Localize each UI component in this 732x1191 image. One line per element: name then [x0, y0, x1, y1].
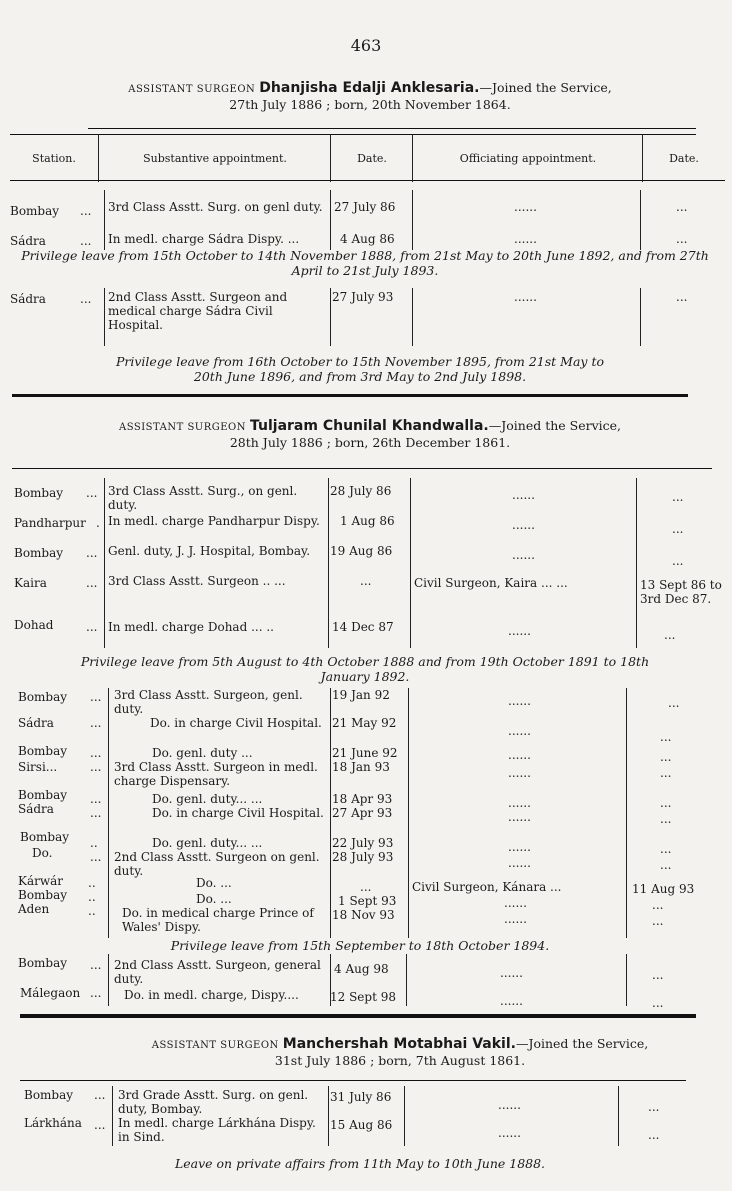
station-cell: Kárwár: [18, 874, 64, 888]
station-cell: Málegaon: [20, 986, 81, 1000]
appointment-cell: 3rd Class Asstt. Surgeon .. ...: [108, 574, 286, 588]
station-cell: Sádra: [10, 234, 46, 248]
column-rule: [330, 688, 331, 938]
column-rule: [406, 954, 407, 1006]
date2-cell: 11 Aug 93: [632, 882, 695, 896]
leave-note: Privilege leave from 16th October to 15th November 1895, from 21st May to 20th June 1896, and from 3rd May to 2nd July 1898.: [115, 354, 604, 384]
officiating-cell: ......: [504, 896, 527, 910]
date-cell: 15 Aug 86: [330, 1118, 393, 1132]
date2-cell: ...: [660, 750, 672, 764]
appointment-cell: 2nd Class Asstt. Surgeon on genl. duty.: [114, 850, 320, 878]
date-cell: 28 July 86: [330, 484, 392, 498]
date2-cell: ...: [676, 290, 688, 304]
date-cell: 1 Aug 86: [340, 514, 395, 528]
service-dates: 31st July 1886 ; born, 7th August 1861.: [274, 1053, 526, 1068]
service-dates: 27th July 1886 ; born, 20th November 1864.: [229, 97, 511, 112]
separator-dots: ...: [90, 792, 102, 806]
officiating-cell: Civil Surgeon, Kánara ...: [412, 880, 562, 894]
officiating-cell: ......: [508, 748, 531, 762]
column-rule: [112, 1086, 113, 1146]
date-cell: 19 Jan 92: [332, 688, 390, 702]
separator-dots: ...: [86, 486, 98, 500]
officiating-cell: ......: [512, 488, 535, 502]
date2-cell: ...: [652, 968, 664, 982]
date2-cell: ...: [660, 842, 672, 856]
officiating-cell: ......: [500, 966, 523, 980]
officiating-cell: ......: [508, 694, 531, 708]
separator-dots: ...: [80, 204, 92, 218]
separator-dots: ...: [80, 234, 92, 248]
column-rule: [108, 954, 109, 1006]
column-rule: [330, 190, 331, 250]
date-cell: 22 July 93: [332, 836, 394, 850]
date-cell: 28 July 93: [332, 850, 394, 864]
column-rule: [626, 954, 627, 1006]
date2-cell: ...: [676, 200, 688, 214]
date2-cell: ...: [668, 696, 680, 710]
date-cell: 18 Apr 93: [332, 792, 393, 806]
column-rule: [408, 688, 409, 938]
officiating-cell: ......: [512, 548, 535, 562]
column-rule: [642, 134, 643, 182]
column-rule: [108, 688, 109, 938]
date-cell: 27 Apr 93: [332, 806, 393, 820]
date2-cell: ...: [676, 232, 688, 246]
date2-cell: ...: [660, 858, 672, 872]
column-header-substantive: Substantive appointment.: [143, 152, 287, 165]
separator-dots: ...: [80, 292, 92, 306]
column-rule: [330, 288, 331, 346]
officiating-cell: ......: [508, 766, 531, 780]
officer-heading: [60, 80, 680, 112]
date2-cell: ...: [652, 898, 664, 912]
officiating-cell: ......: [498, 1098, 521, 1112]
date2-cell: ...: [648, 1100, 660, 1114]
date-cell: 14 Dec 87: [332, 620, 394, 634]
table-rule: [10, 134, 696, 135]
appointment-cell: 2nd Class Asstt. Surgeon, general duty.: [114, 958, 321, 986]
station-cell: Bombay: [10, 204, 60, 218]
officiating-cell: ......: [498, 1126, 521, 1140]
appointment-cell: Do. genl. duty... ...: [152, 836, 263, 850]
station-cell: Bombay: [18, 788, 68, 802]
column-rule: [640, 288, 641, 346]
date-cell: 18 Nov 93: [332, 908, 395, 922]
column-header-date2: Date.: [669, 152, 699, 165]
column-rule: [104, 288, 105, 346]
section-divider: [20, 1014, 696, 1018]
date2-cell: ...: [672, 554, 684, 568]
column-rule: [412, 190, 413, 250]
appointment-cell: 3rd Class Asstt. Surg., on genl. duty.: [108, 484, 298, 512]
station-cell: Sirsi...: [18, 760, 58, 774]
separator-dots: ...: [90, 716, 102, 730]
leave-note: Leave on private affairs from 11th May to 10th June 1888.: [174, 1156, 546, 1171]
separator-dots: ...: [90, 850, 102, 864]
column-rule: [98, 134, 99, 182]
station-cell: Dohad: [14, 618, 54, 632]
appointment-cell: Do. in charge Civil Hospital.: [152, 806, 324, 820]
page-number: 463: [350, 36, 382, 55]
appointment-cell: In medl. charge Sádra Dispy. ...: [108, 232, 300, 246]
station-cell: Sádra: [18, 716, 54, 730]
officiating-cell: ......: [514, 200, 537, 214]
officiating-cell: ......: [512, 518, 535, 532]
station-cell: Bombay: [24, 1088, 74, 1102]
officiating-cell: ......: [514, 232, 537, 246]
date2-cell: ...: [660, 812, 672, 826]
column-rule: [328, 478, 329, 648]
appointment-cell: 3rd Class Asstt. Surgeon, genl. duty.: [114, 688, 303, 716]
joined-text: —Joined the Service,: [488, 418, 622, 433]
date-cell: ...: [360, 880, 372, 894]
station-cell: Pandharpur: [14, 516, 86, 530]
officiating-cell: ......: [508, 856, 531, 870]
separator-dots: ..: [88, 876, 96, 890]
date-cell: 4 Aug 86: [340, 232, 395, 246]
separator-dots: ...: [94, 1118, 106, 1132]
column-rule: [412, 288, 413, 346]
appointment-cell: In medl. charge Pandharpur Dispy.: [108, 514, 320, 528]
separator-dots: ..: [90, 836, 98, 850]
date2-cell: 13 Sept 86 to 3rd Dec 87.: [640, 578, 722, 606]
appointment-cell: Do. ...: [196, 876, 232, 890]
column-rule: [410, 478, 411, 648]
service-dates: 28th July 1886 ; born, 26th December 1861.: [229, 435, 511, 450]
column-rule: [404, 1086, 405, 1146]
separator-dots: ...: [86, 620, 98, 634]
officer-name: Manchershah Motabhai Vakil.: [282, 1036, 516, 1052]
officer-name: Dhanjisha Edalji Anklesaria.: [259, 80, 480, 96]
station-cell: Sádra: [18, 802, 54, 816]
separator-dots: ...: [90, 760, 102, 774]
station-cell: Bombay: [18, 690, 68, 704]
officer-rank: ASSISTANT SURGEON: [151, 1040, 279, 1051]
appointment-cell: Do. in charge Civil Hospital.: [150, 716, 322, 730]
column-rule: [104, 478, 105, 648]
date-cell: ...: [360, 574, 372, 588]
date-cell: 31 July 86: [330, 1090, 392, 1104]
separator-dots: ...: [86, 576, 98, 590]
station-cell: Do.: [32, 846, 53, 860]
appointment-cell: 3rd Class Asstt. Surg. on genl duty.: [108, 200, 323, 214]
leave-note: Privilege leave from 15th September to 18th October 1894.: [170, 938, 550, 953]
table-rule: [20, 1080, 686, 1081]
date2-cell: ...: [660, 730, 672, 744]
officiating-cell: ......: [508, 624, 531, 638]
officiating-cell: ......: [508, 796, 531, 810]
date-cell: 27 July 86: [334, 200, 396, 214]
separator-dots: ...: [94, 1088, 106, 1102]
officer-name: Tuljaram Chunilal Khandwalla.: [250, 418, 489, 434]
appointment-cell: Do. genl. duty ...: [152, 746, 253, 760]
separator-dots: ...: [90, 690, 102, 704]
table-rule: [12, 468, 712, 469]
appointment-cell: Do. genl. duty... ...: [152, 792, 263, 806]
appointment-cell: 3rd Class Asstt. Surgeon in medl. charge Dispensary.: [114, 760, 318, 788]
date-cell: 19 Aug 86: [330, 544, 393, 558]
officiating-cell: ......: [508, 810, 531, 824]
date-cell: 12 Sept 98: [330, 990, 396, 1004]
leave-note: Privilege leave from 5th August to 4th October 1888 and from 19th October 1891 to 18th January 1892.: [80, 654, 650, 684]
officiating-cell: Civil Surgeon, Kaira ... ...: [414, 576, 568, 590]
date-cell: 4 Aug 98: [334, 962, 389, 976]
date-cell: 21 May 92: [332, 716, 397, 730]
date2-cell: ...: [652, 996, 664, 1010]
station-cell: Aden: [18, 902, 50, 916]
column-rule: [640, 190, 641, 250]
date-cell: 27 July 93: [332, 290, 394, 304]
column-rule: [104, 190, 105, 250]
separator-dots: ..: [88, 904, 96, 918]
officer-heading: [60, 418, 680, 450]
officiating-cell: ......: [514, 290, 537, 304]
appointment-cell: In medl. charge Dohad ... ..: [108, 620, 274, 634]
date2-cell: ...: [660, 766, 672, 780]
station-cell: Bombay: [18, 744, 68, 758]
officiating-cell: ......: [508, 724, 531, 738]
date2-cell: ...: [672, 490, 684, 504]
officer-rank: ASSISTANT SURGEON: [118, 422, 247, 433]
station-cell: Bombay: [14, 486, 64, 500]
officiating-cell: ......: [500, 994, 523, 1008]
separator-dots: ...: [90, 986, 102, 1000]
date2-cell: ...: [652, 914, 664, 928]
officer-heading: [90, 1036, 710, 1068]
date2-cell: ...: [672, 522, 684, 536]
date-cell: 21 June 92: [332, 746, 398, 760]
separator-dots: ...: [86, 546, 98, 560]
column-rule: [328, 1086, 329, 1146]
column-rule: [412, 134, 413, 182]
separator-dots: ...: [90, 806, 102, 820]
station-cell: Bombay: [20, 830, 70, 844]
column-rule: [626, 688, 627, 938]
officiating-cell: ......: [508, 840, 531, 854]
table-rule: [88, 128, 696, 129]
leave-note: Privilege leave from 15th October to 14th November 1888, from 21st May to 20th June 1892, and from 27th April to 21st July 1893.: [21, 248, 709, 278]
separator-dots: ...: [90, 958, 102, 972]
column-rule: [618, 1086, 619, 1146]
appointment-cell: 2nd Class Asstt. Surgeon and medical charge Sádra Civil Hospital.: [108, 290, 288, 332]
joined-text: —Joined the Service,: [479, 80, 612, 95]
date-cell: 1 Sept 93: [338, 894, 397, 908]
appointment-cell: 3rd Grade Asstt. Surg. on genl. duty, Bombay.: [118, 1088, 309, 1116]
station-cell: Bombay: [18, 956, 68, 970]
date-cell: 18 Jan 93: [332, 760, 390, 774]
separator-dots: ...: [90, 746, 102, 760]
appointment-cell: Do. ...: [196, 892, 232, 906]
column-header-station: Station.: [32, 152, 76, 165]
officiating-cell: ......: [504, 912, 527, 926]
column-rule: [636, 478, 637, 648]
station-cell: Sádra: [10, 292, 46, 306]
station-cell: Bombay: [14, 546, 64, 560]
table-rule: [10, 180, 725, 181]
separator-dots: .: [96, 516, 100, 530]
station-cell: Bombay: [18, 888, 68, 902]
appointment-cell: Do. in medical charge Prince of Wales' Dispy.: [122, 906, 314, 934]
appointment-cell: Genl. duty, J. J. Hospital, Bombay.: [108, 544, 311, 558]
station-cell: Lárkhána: [24, 1116, 82, 1130]
appointment-cell: In medl. charge Lárkhána Dispy. in Sind.: [118, 1116, 316, 1144]
date2-cell: ...: [648, 1128, 660, 1142]
column-header-officiating: Officiating appointment.: [459, 152, 597, 165]
station-cell: Kaira: [14, 576, 47, 590]
column-rule: [330, 134, 331, 182]
officer-rank: ASSISTANT SURGEON: [128, 84, 256, 95]
section-divider: [12, 394, 688, 397]
appointment-cell: Do. in medl. charge, Dispy....: [124, 988, 299, 1002]
date2-cell: ...: [664, 628, 676, 642]
column-header-date: Date.: [357, 152, 387, 165]
date2-cell: ...: [660, 796, 672, 810]
joined-text: —Joined the Service,: [515, 1036, 649, 1051]
separator-dots: ..: [88, 890, 96, 904]
